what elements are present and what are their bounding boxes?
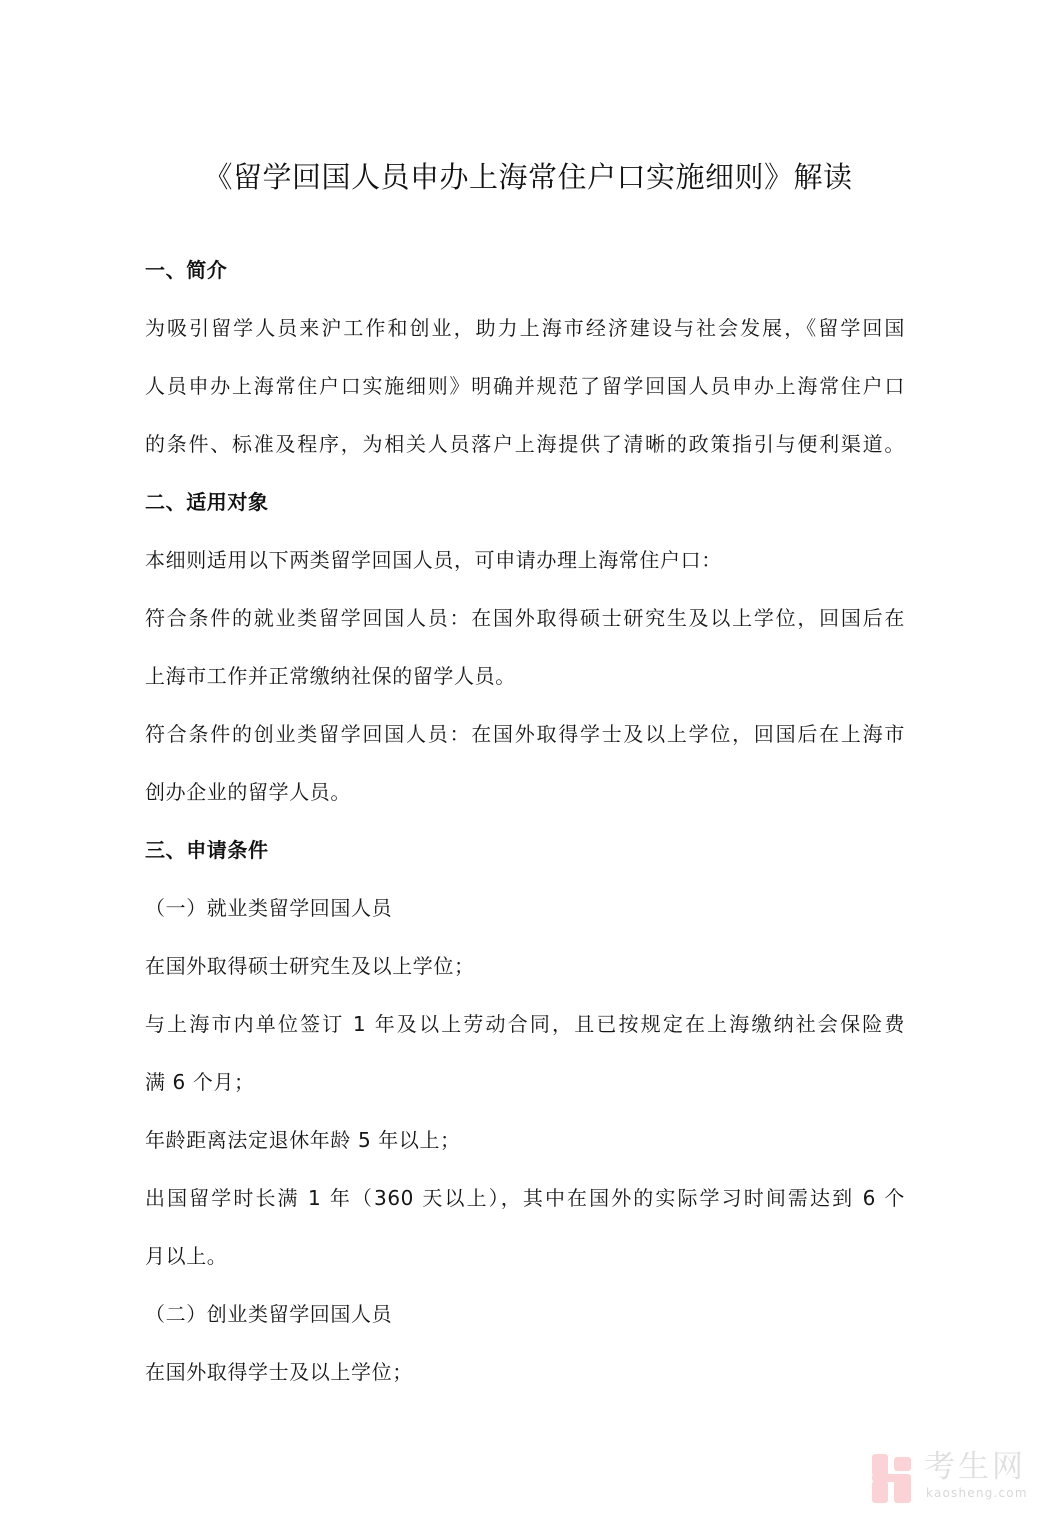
subsection-heading-employment: （一）就业类留学回国人员 [145,896,393,920]
requirement-line: 月以上。 [145,1244,228,1268]
kaosheng-watermark [872,1448,1047,1506]
paragraph-line: 符合条件的就业类留学回国人员：在国外取得硕士研究生及以上学位，回国后在 [145,606,905,630]
kaosheng-logo-icon [872,1454,916,1504]
requirement-line: 在国外取得硕士研究生及以上学位； [145,954,475,978]
paragraph-line: 创办企业的留学人员。 [145,780,351,804]
paragraph-line: 为吸引留学人员来沪工作和创业，助力上海市经济建设与社会发展，《留学回国 [145,316,905,340]
section-heading-applicable-persons: 二、适用对象 [145,490,269,514]
requirement-line: 与上海市内单位签订 1 年及以上劳动合同，且已按规定在上海缴纳社会保险费 [145,1012,905,1036]
document-title: 《留学回国人员申办上海常住户口实施细则》解读 [203,160,853,194]
paragraph-line: 人员申办上海常住户口实施细则》明确并规范了留学回国人员申办上海常住户口 [145,374,905,398]
paragraph-line: 本细则适用以下两类留学回国人员，可申请办理上海常住户口： [145,548,722,572]
requirement-line: 满 6 个月； [145,1070,255,1094]
requirement-line: 年龄距离法定退休年龄 5 年以上； [145,1128,461,1152]
paragraph-line: 符合条件的创业类留学回国人员：在国外取得学士及以上学位，回国后在上海市 [145,722,905,746]
requirement-line: 在国外取得学士及以上学位； [145,1360,413,1384]
paragraph-line: 的条件、标准及程序，为相关人员落户上海提供了清晰的政策指引与便利渠道。 [145,432,905,456]
section-heading-requirements: 三、申请条件 [145,838,269,862]
section-heading-intro: 一、简介 [145,258,228,282]
paragraph-line: 上海市工作并正常缴纳社保的留学人员。 [145,664,516,688]
requirement-line: 出国留学时长满 1 年（360 天以上），其中在国外的实际学习时间需达到 6 个 [145,1186,905,1210]
watermark-brand: 考生网 [924,1449,1026,1485]
subsection-heading-entrepreneurship: （二）创业类留学回国人员 [145,1302,393,1326]
watermark-url: kaosheng.com [926,1486,1028,1500]
